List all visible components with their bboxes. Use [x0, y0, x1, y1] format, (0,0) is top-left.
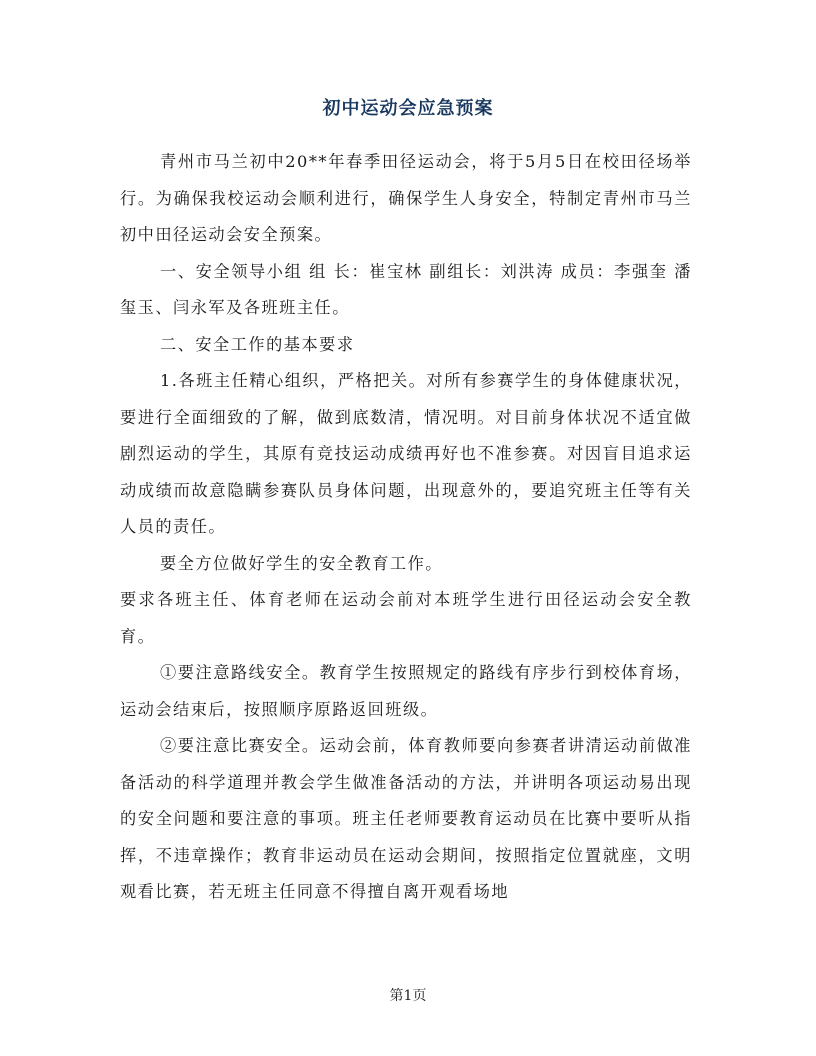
paragraph-intro: 青州市马兰初中20**年春季田径运动会，将于5月5日在校田径场举行。为确保我校运动会顺利进行，确保学生人身安全，特制定青州市马兰初中田径运动会安全预案。 [120, 152, 692, 244]
paragraph-safety-education: 要全方位做好学生的安全教育工作。 [160, 553, 443, 573]
paragraph-requirement: 要求各班主任、体育老师在运动会前对本班学生进行田径运动会安全教育。 [120, 590, 692, 646]
document-body [120, 144, 692, 911]
page-number: 第1页 [389, 988, 427, 1004]
paragraph-item-1: 1.各班主任精心组织，严格把关。对所有参赛学生的身体健康状况，要进行全面细致的了解，做到底数清，情况明。对目前身体状况不适宜做剧烈运动的学生，其原有竞技运动成绩再好也不准参赛。对因盲目追求运动成绩而故意隐瞒参赛队员身体问题，出现意外的，要追究班主任等有关人员的责任。 [120, 371, 692, 536]
paragraph-section-heading: 二、安全工作的基本要求 [160, 334, 355, 354]
paragraph-leadership-group: 一、安全领导小组 组 长：崔宝林 副组长：刘洪涛 成员：李强奎 潘玺玉、闫永军及各班班主任。 [120, 261, 692, 317]
document-title: 初中运动会应急预案 [322, 98, 494, 119]
paragraph-route-safety: ①要注意路线安全。教育学生按照规定的路线有序步行到校体育场，运动会结束后，按照顺序原路返回班级。 [120, 663, 692, 719]
paragraph-competition-safety: ②要注意比赛安全。运动会前，体育教师要向参赛者讲清运动前做准备活动的科学道理并教会学生做准备活动的方法，并讲明各项运动易出现的安全问题和要注意的事项。班主任老师要教育运动员在比赛中要听从指挥，不违章操作；教育非运动员在运动会期间，按照指定位置就座，文明观看比赛，若无班主任同意不得擅自离开观看场地 [120, 736, 692, 901]
